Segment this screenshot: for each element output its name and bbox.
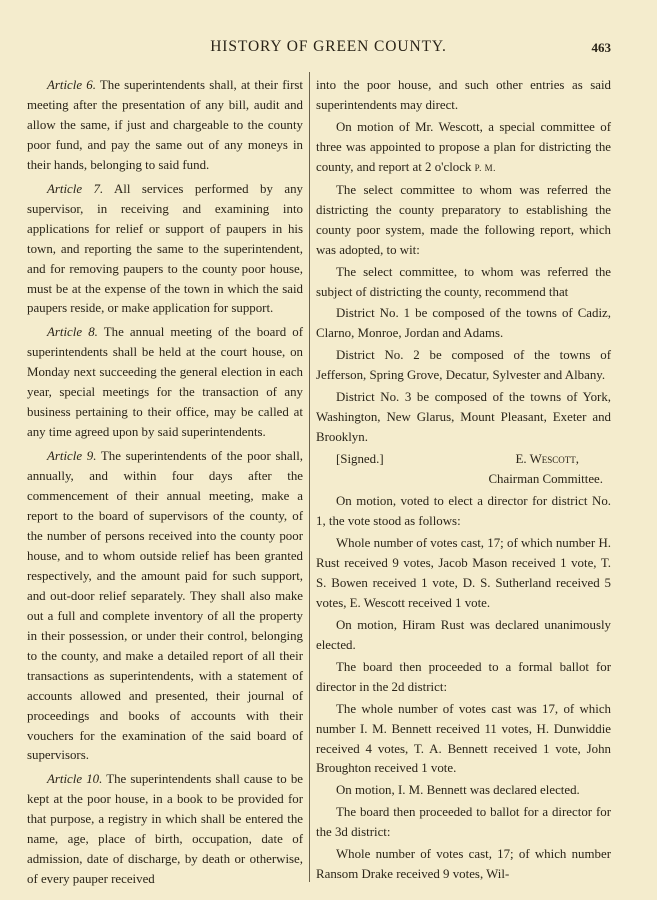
article-label: Article 8. xyxy=(47,325,98,340)
signed-label: [Signed.] xyxy=(336,452,384,467)
running-title: HISTORY OF GREEN COUNTY. xyxy=(210,38,447,55)
article-text: All services performed by any supervisor, in receiving and examining into applications for relief or support of paupers in his town, and reporting the same to the superintendent, and for removing paupers to the county poor house, must be at the expense of the town in which the said paupers reside, or make application for support. xyxy=(27,181,304,316)
article-8-paragraph xyxy=(27,323,303,443)
article-label: Article 9. xyxy=(47,449,97,464)
article-7-paragraph xyxy=(27,180,303,320)
committee-motion-paragraph xyxy=(316,118,611,179)
bennett-elected-paragraph: On motion, I. M. Bennett was declared elected. xyxy=(336,783,580,798)
left-column xyxy=(27,76,303,894)
district-3-ballot-paragraph: The board then proceeded to ballot for a director for the 3d district: xyxy=(316,805,611,840)
district-3-paragraph: District No. 3 be composed of the towns of York, Washington, New Glarus, Mount Pleasant, Exeter and Brooklyn. xyxy=(316,390,611,445)
district-3-vote-results: Whole number of votes cast, 17; of which number Ransom Drake received 9 votes, Wil- xyxy=(316,847,611,882)
article-text: The superintendents shall, at their first meeting after the presentation of any bill, audit and allow the same, if just and chargeable to the county poor fund, and pay the same out of any moneys in their hands, belonging to said fund. xyxy=(27,78,304,172)
article-6-paragraph xyxy=(27,76,303,176)
article-10-paragraph xyxy=(27,770,303,890)
district-2-vote-results: The whole number of votes cast was 17, of which number I. M. Bennett received 11 votes, H. Dunwiddie received 4 votes, T. A. Bennett received 1 vote, John Broughton received 1 vote. xyxy=(316,701,611,776)
article-label: Article 6. xyxy=(47,78,96,92)
article-text: The annual meeting of the board of superintendents shall be held at the court house, on Monday next succeeding the general election in each year, special meetings for the transaction of any business pertaining to their office, may be called at any time agreed upon by said superintendents. xyxy=(27,325,304,440)
report-paragraph: The select committee to whom was referred the districting the county preparatory to establishing the county poor system, made the following report, which was adopted, to wit: xyxy=(316,182,611,257)
article-label: Article 10. xyxy=(47,772,103,787)
article-label: Article 7. xyxy=(47,181,104,196)
continued-paragraph: into the poor house, and such other entries as said superintendents may direct. xyxy=(316,78,611,112)
article-9-paragraph xyxy=(27,447,303,766)
page-number: 463 xyxy=(591,40,611,55)
district-2-paragraph: District No. 2 be composed of the towns of Jefferson, Spring Grove, Decatur, Sylvester and Albany. xyxy=(316,348,611,383)
rust-elected-paragraph: On motion, Hiram Rust was declared unanimously elected. xyxy=(316,617,611,652)
committee-motion-text: On motion of Mr. Wescott, a special committee of three was appointed to propose a plan for districting the county, and report at 2 o'clock xyxy=(316,119,611,174)
column-divider xyxy=(309,72,310,882)
right-column xyxy=(316,76,611,887)
article-text: The superintendents of the poor shall, annually, and within four days after the commencement of their annual meeting, make a report to the board of supervisors of the county, of the number of persons received into the county poor house, and to whom outside relief has been granted respectively, and the amount paid for such support, and out-door relief separately. They shall also make out a full and complete inventory of all the property in their possession, or under their control, belonging to the county, and make a detailed report of all their transactions as superintendents, with a statement of accounts allowed and presented, their journal of proceedings and books of accounts with their vouchers for the examination of the said board of supervisors. xyxy=(27,449,304,763)
district-1-vote-motion: On motion, voted to elect a director for district No. 1, the vote stood as follows: xyxy=(316,494,611,529)
signer-name: E. Wescott, xyxy=(515,452,579,467)
time-abbrev: P. M. xyxy=(474,162,496,173)
article-text: The superintendents shall cause to be kept at the poor house, in a book to be provided for that purpose, a registry in which shall be entered the name, age, place of birth, occupation, date of admission, date of discharge, by death or otherwise, of every pauper received xyxy=(27,772,303,887)
chairman-title: Chairman Committee. xyxy=(488,472,603,487)
district-2-ballot-paragraph: The board then proceeded to a formal ballot for director in the 2d district: xyxy=(316,659,611,694)
recommend-paragraph: The select committee, to whom was referred the subject of districting the county, recommend that xyxy=(316,264,611,299)
district-1-paragraph: District No. 1 be composed of the towns of Cadiz, Clarno, Monroe, Jordan and Adams. xyxy=(316,306,611,341)
page-header xyxy=(0,38,657,58)
district-1-vote-results: Whole number of votes cast, 17; of which number H. Rust received 9 votes, Jacob Mason received 1 vote, T. S. Bowen received 1 vote, D. S. Sutherland received 5 votes, E. Wescott received 1 vote. xyxy=(316,535,611,610)
signature-line xyxy=(316,450,611,470)
